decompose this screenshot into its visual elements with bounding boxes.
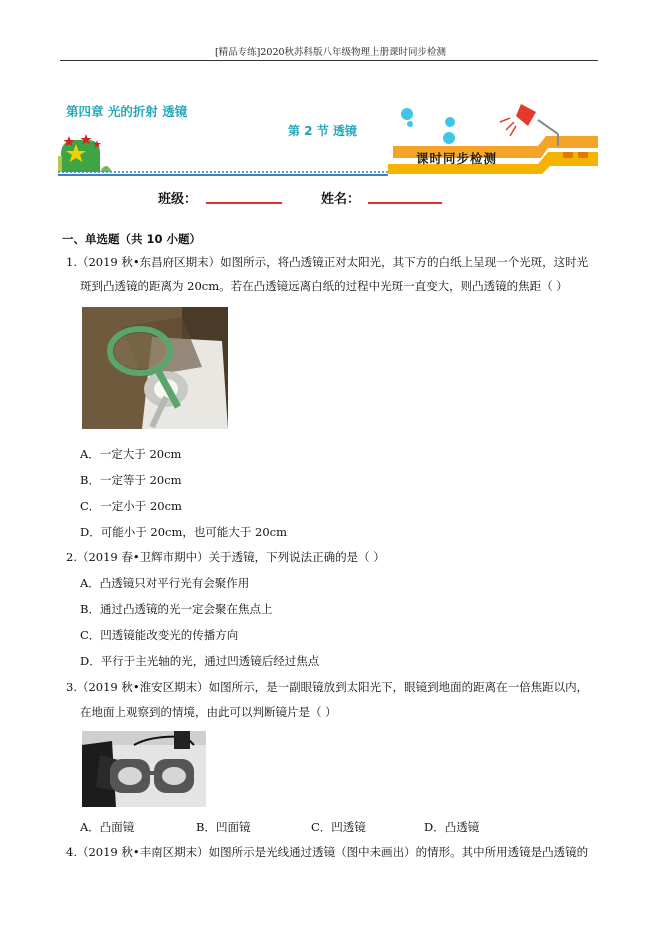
class-blank[interactable] <box>206 202 282 204</box>
glasses-photo <box>82 731 206 807</box>
name-label: 姓名： <box>321 192 361 207</box>
name-blank[interactable] <box>368 202 442 204</box>
section-title: 第 2 节 透镜 <box>288 124 357 138</box>
question-1-line-1: 1.（2019 秋•东昌府区期末）如图所示，将凸透镜正对太阳光，其下方的白纸上呈现一个光斑，这时光 <box>66 255 589 269</box>
question-3-option-d[interactable]: D．凸透镜 <box>424 820 480 834</box>
magnifier-photo <box>82 307 228 429</box>
question-3-line-1: 3.（2019 秋•淮安区期末）如图所示，是一副眼镜放到太阳光下，眼镜到地面的距离在一倍焦距以内， <box>66 680 589 694</box>
question-2-option-a[interactable]: A．凸透镜只对平行光有会聚作用 <box>80 576 250 590</box>
question-4-line-1: 4.（2019 秋•丰南区期末）如图所示是光线通过透镜（图中未画出）的情形。其中所用透镜是凸透镜的 <box>66 845 589 859</box>
question-1-option-b[interactable]: B．一定等于 20cm <box>80 473 182 487</box>
class-label: 班级： <box>158 192 198 207</box>
question-3-option-a[interactable]: A．凸面镜 <box>80 820 135 834</box>
header-rule <box>60 60 598 61</box>
question-3-option-c[interactable]: C．凹透镜 <box>311 820 366 834</box>
chapter-title: 第四章 光的折射 透镜 <box>66 104 188 119</box>
question-1-option-d[interactable]: D．可能小于 20cm，也可能大于 20cm <box>80 525 287 539</box>
question-1-option-a[interactable]: A．一定大于 20cm <box>80 447 182 461</box>
page-header: [精品专练]2020秋苏科版八年级物理上册课时同步检测 <box>214 47 447 58</box>
check-title: 课时同步检测 <box>416 151 498 166</box>
question-3-option-b[interactable]: B．凹面镜 <box>196 820 251 834</box>
question-2-option-d[interactable]: D．平行于主光轴的光，通过凹透镜后经过焦点 <box>80 654 320 668</box>
question-2-line-1: 2.（2019 春•卫辉市期中）关于透镜，下列说法正确的是（ ） <box>66 550 385 564</box>
question-3-line-2: 在地面上观察到的情境，由此可以判断镜片是（ ） <box>80 705 337 719</box>
section-heading: 一、单选题（共 10 小题） <box>62 232 202 246</box>
question-2-option-c[interactable]: C．凹透镜能改变光的传播方向 <box>80 628 239 642</box>
question-1-line-2: 斑到凸透镜的距离为 20cm。若在凸透镜远离白纸的过程中光斑一直变大，则凸透镜的焦距（ ） <box>80 279 568 293</box>
question-1-option-c[interactable]: C．一定小于 20cm <box>80 499 182 513</box>
title-banner <box>58 100 598 212</box>
question-2-option-b[interactable]: B．通过凸透镜的光一定会聚在焦点上 <box>80 602 273 616</box>
